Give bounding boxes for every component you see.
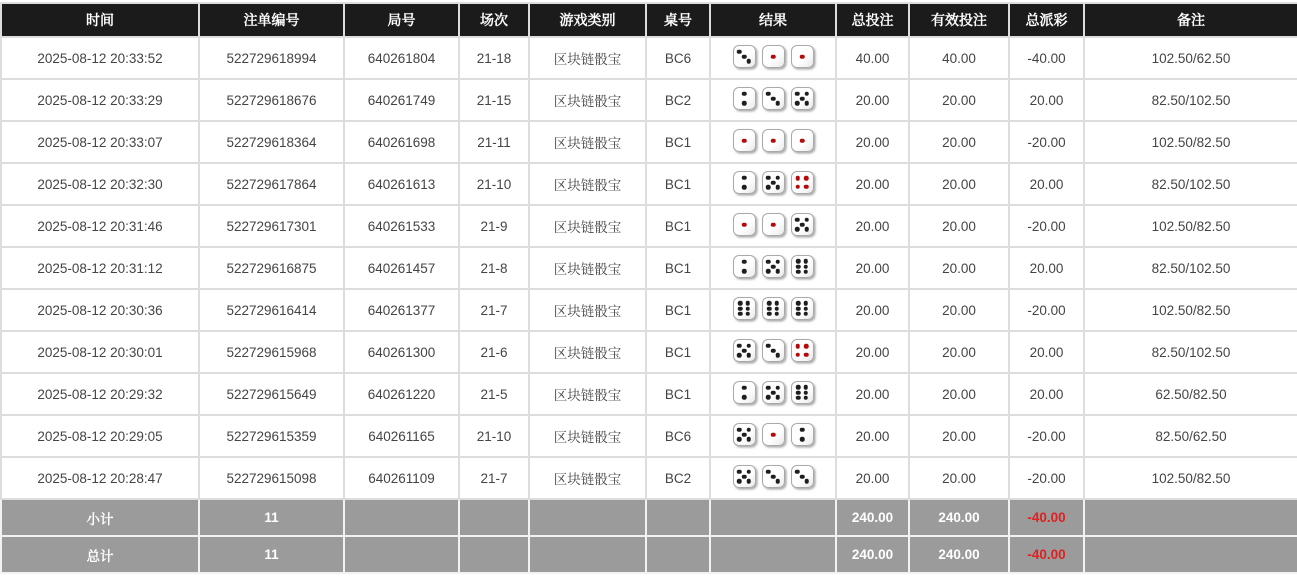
cell-table-no: BC1 <box>646 331 710 373</box>
die-2-icon <box>791 423 814 446</box>
cell-total-bet[interactable]: 20.00 <box>836 415 909 457</box>
die-4-icon <box>791 171 814 194</box>
cell-time: 2025-08-12 20:31:12 <box>1 247 199 289</box>
cell-game-type: 区块链骰宝 <box>529 121 646 163</box>
total-empty-result <box>710 536 836 573</box>
die-6-icon <box>791 381 814 404</box>
table-row <box>1 331 1297 373</box>
cell-valid-bet: 20.00 <box>909 331 1009 373</box>
bet-records-table <box>0 2 1297 574</box>
cell-total-bet[interactable]: 20.00 <box>836 79 909 121</box>
total-total-bet: 240.00 <box>836 536 909 573</box>
cell-game-type: 区块链骰宝 <box>529 331 646 373</box>
table-row <box>1 163 1297 205</box>
cell-remark: 102.50/82.50 <box>1084 289 1297 331</box>
total-row <box>1 536 1297 573</box>
cell-session: 21-9 <box>459 205 529 247</box>
die-1-icon <box>762 213 785 236</box>
die-6-icon <box>762 297 785 320</box>
die-1-icon <box>733 213 756 236</box>
die-2-icon <box>733 255 756 278</box>
col-header-bet_id: 注单编号 <box>199 3 344 37</box>
dice-result <box>733 87 814 110</box>
dice-result <box>733 297 814 320</box>
cell-time: 2025-08-12 20:33:52 <box>1 37 199 79</box>
col-header-game_type: 游戏类别 <box>529 3 646 37</box>
total-empty-game <box>529 536 646 573</box>
cell-table-no: BC6 <box>646 37 710 79</box>
cell-round-id: 640261165 <box>344 415 459 457</box>
cell-remark: 102.50/82.50 <box>1084 457 1297 499</box>
cell-table-no: BC2 <box>646 79 710 121</box>
cell-valid-bet: 20.00 <box>909 289 1009 331</box>
col-header-round_id: 局号 <box>344 3 459 37</box>
dice-result <box>733 423 814 446</box>
die-5-icon <box>762 255 785 278</box>
subtotal-payout: -40.00 <box>1009 499 1084 536</box>
cell-round-id: 640261613 <box>344 163 459 205</box>
col-header-payout: 总派彩 <box>1009 3 1084 37</box>
cell-game-type: 区块链骰宝 <box>529 457 646 499</box>
table-row <box>1 205 1297 247</box>
cell-total-bet[interactable]: 20.00 <box>836 373 909 415</box>
cell-game-type: 区块链骰宝 <box>529 37 646 79</box>
die-2-icon <box>733 381 756 404</box>
cell-valid-bet: 20.00 <box>909 205 1009 247</box>
dice-result <box>733 465 814 488</box>
cell-round-id: 640261533 <box>344 205 459 247</box>
cell-table-no: BC1 <box>646 205 710 247</box>
table-row <box>1 289 1297 331</box>
cell-valid-bet: 20.00 <box>909 457 1009 499</box>
dice-result <box>733 45 814 68</box>
cell-time: 2025-08-12 20:33:07 <box>1 121 199 163</box>
die-5-icon <box>791 213 814 236</box>
die-2-icon <box>733 171 756 194</box>
cell-remark: 102.50/62.50 <box>1084 37 1297 79</box>
die-3-icon <box>762 465 785 488</box>
cell-remark: 82.50/62.50 <box>1084 415 1297 457</box>
cell-time: 2025-08-12 20:30:36 <box>1 289 199 331</box>
cell-time: 2025-08-12 20:30:01 <box>1 331 199 373</box>
die-3-icon <box>762 339 785 362</box>
cell-remark: 82.50/102.50 <box>1084 163 1297 205</box>
col-header-session: 场次 <box>459 3 529 37</box>
cell-total-bet[interactable]: 20.00 <box>836 457 909 499</box>
cell-valid-bet: 20.00 <box>909 121 1009 163</box>
cell-session: 21-15 <box>459 79 529 121</box>
cell-total-bet[interactable]: 20.00 <box>836 247 909 289</box>
total-valid-bet: 240.00 <box>909 536 1009 573</box>
cell-time: 2025-08-12 20:32:30 <box>1 163 199 205</box>
total-empty-table <box>646 536 710 573</box>
die-3-icon <box>791 465 814 488</box>
cell-game-type: 区块链骰宝 <box>529 247 646 289</box>
cell-payout: 20.00 <box>1009 79 1084 121</box>
col-header-total_bet: 总投注 <box>836 3 909 37</box>
cell-bet-id: 522729618364 <box>199 121 344 163</box>
die-1-icon <box>791 45 814 68</box>
cell-remark: 62.50/82.50 <box>1084 373 1297 415</box>
dice-result <box>733 213 814 236</box>
summary-section <box>1 499 1297 573</box>
cell-time: 2025-08-12 20:31:46 <box>1 205 199 247</box>
cell-payout: -40.00 <box>1009 37 1084 79</box>
die-5-icon <box>733 423 756 446</box>
cell-valid-bet: 20.00 <box>909 373 1009 415</box>
subtotal-empty-session <box>459 499 529 536</box>
cell-table-no: BC1 <box>646 289 710 331</box>
cell-payout: 20.00 <box>1009 163 1084 205</box>
cell-valid-bet: 20.00 <box>909 79 1009 121</box>
cell-payout: -20.00 <box>1009 415 1084 457</box>
die-5-icon <box>762 171 785 194</box>
cell-total-bet[interactable]: 20.00 <box>836 331 909 373</box>
die-3-icon <box>762 87 785 110</box>
cell-time: 2025-08-12 20:29:32 <box>1 373 199 415</box>
cell-dice <box>710 121 836 163</box>
die-6-icon <box>733 297 756 320</box>
die-1-icon <box>791 129 814 152</box>
subtotal-empty-remark <box>1084 499 1297 536</box>
cell-game-type: 区块链骰宝 <box>529 79 646 121</box>
cell-table-no: BC1 <box>646 121 710 163</box>
cell-session: 21-6 <box>459 331 529 373</box>
cell-bet-id: 522729615968 <box>199 331 344 373</box>
col-header-table_no: 桌号 <box>646 3 710 37</box>
cell-remark: 82.50/102.50 <box>1084 79 1297 121</box>
cell-round-id: 640261109 <box>344 457 459 499</box>
cell-dice <box>710 457 836 499</box>
cell-payout: 20.00 <box>1009 331 1084 373</box>
cell-remark: 82.50/102.50 <box>1084 247 1297 289</box>
cell-round-id: 640261377 <box>344 289 459 331</box>
col-header-result: 结果 <box>710 3 836 37</box>
die-3-icon <box>733 45 756 68</box>
cell-bet-id: 522729615649 <box>199 373 344 415</box>
cell-bet-id: 522729615098 <box>199 457 344 499</box>
cell-valid-bet: 20.00 <box>909 247 1009 289</box>
cell-game-type: 区块链骰宝 <box>529 373 646 415</box>
cell-session: 21-7 <box>459 457 529 499</box>
die-5-icon <box>762 381 785 404</box>
cell-game-type: 区块链骰宝 <box>529 289 646 331</box>
total-payout: -40.00 <box>1009 536 1084 573</box>
cell-game-type: 区块链骰宝 <box>529 415 646 457</box>
cell-bet-id: 522729616414 <box>199 289 344 331</box>
subtotal-total-bet: 240.00 <box>836 499 909 536</box>
table-row <box>1 373 1297 415</box>
dice-result <box>733 339 814 362</box>
table-row <box>1 37 1297 79</box>
cell-round-id: 640261698 <box>344 121 459 163</box>
die-6-icon <box>791 255 814 278</box>
cell-bet-id: 522729617301 <box>199 205 344 247</box>
cell-remark: 102.50/82.50 <box>1084 205 1297 247</box>
cell-round-id: 640261804 <box>344 37 459 79</box>
cell-table-no: BC1 <box>646 163 710 205</box>
cell-dice <box>710 37 836 79</box>
dice-result <box>733 171 814 194</box>
total-empty-session <box>459 536 529 573</box>
cell-payout: -20.00 <box>1009 457 1084 499</box>
cell-table-no: BC1 <box>646 247 710 289</box>
cell-table-no: BC1 <box>646 373 710 415</box>
subtotal-label: 小计 <box>1 499 199 536</box>
die-5-icon <box>733 339 756 362</box>
die-1-icon <box>762 129 785 152</box>
cell-session: 21-18 <box>459 37 529 79</box>
cell-session: 21-10 <box>459 163 529 205</box>
cell-session: 21-8 <box>459 247 529 289</box>
col-header-remark: 备注 <box>1084 3 1297 37</box>
cell-session: 21-11 <box>459 121 529 163</box>
cell-game-type: 区块链骰宝 <box>529 163 646 205</box>
cell-bet-id: 522729617864 <box>199 163 344 205</box>
die-2-icon <box>733 87 756 110</box>
cell-session: 21-7 <box>459 289 529 331</box>
cell-remark: 102.50/82.50 <box>1084 121 1297 163</box>
cell-payout: -20.00 <box>1009 289 1084 331</box>
cell-time: 2025-08-12 20:33:29 <box>1 79 199 121</box>
total-empty-remark <box>1084 536 1297 573</box>
subtotal-row <box>1 499 1297 536</box>
cell-bet-id: 522729618994 <box>199 37 344 79</box>
table-row <box>1 415 1297 457</box>
cell-payout: -20.00 <box>1009 205 1084 247</box>
col-header-valid_bet: 有效投注 <box>909 3 1009 37</box>
cell-dice <box>710 373 836 415</box>
cell-table-no: BC2 <box>646 457 710 499</box>
cell-time: 2025-08-12 20:29:05 <box>1 415 199 457</box>
subtotal-empty-result <box>710 499 836 536</box>
cell-dice <box>710 79 836 121</box>
total-label: 总计 <box>1 536 199 573</box>
col-header-time: 时间 <box>1 3 199 37</box>
cell-dice <box>710 331 836 373</box>
cell-table-no: BC6 <box>646 415 710 457</box>
subtotal-empty-table <box>646 499 710 536</box>
cell-dice <box>710 163 836 205</box>
die-5-icon <box>733 465 756 488</box>
cell-time: 2025-08-12 20:28:47 <box>1 457 199 499</box>
table-row <box>1 457 1297 499</box>
total-empty-round <box>344 536 459 573</box>
cell-dice <box>710 205 836 247</box>
cell-round-id: 640261300 <box>344 331 459 373</box>
cell-payout: 20.00 <box>1009 373 1084 415</box>
cell-dice <box>710 289 836 331</box>
dice-result <box>733 129 814 152</box>
table-row <box>1 247 1297 289</box>
die-1-icon <box>733 129 756 152</box>
cell-payout: 20.00 <box>1009 247 1084 289</box>
cell-valid-bet: 20.00 <box>909 415 1009 457</box>
cell-dice <box>710 247 836 289</box>
cell-bet-id: 522729618676 <box>199 79 344 121</box>
cell-bet-id: 522729616875 <box>199 247 344 289</box>
cell-remark: 82.50/102.50 <box>1084 331 1297 373</box>
subtotal-count: 11 <box>199 499 344 536</box>
dice-result <box>733 381 814 404</box>
cell-payout: -20.00 <box>1009 121 1084 163</box>
cell-game-type: 区块链骰宝 <box>529 205 646 247</box>
subtotal-valid-bet: 240.00 <box>909 499 1009 536</box>
cell-total-bet[interactable]: 20.00 <box>836 121 909 163</box>
table-header-row <box>1 3 1297 37</box>
cell-total-bet[interactable]: 40.00 <box>836 37 909 79</box>
cell-dice <box>710 415 836 457</box>
dice-result <box>733 255 814 278</box>
cell-total-bet[interactable]: 20.00 <box>836 289 909 331</box>
cell-total-bet[interactable]: 20.00 <box>836 205 909 247</box>
die-6-icon <box>791 297 814 320</box>
cell-session: 21-10 <box>459 415 529 457</box>
table-row <box>1 121 1297 163</box>
die-4-icon <box>791 339 814 362</box>
cell-round-id: 640261749 <box>344 79 459 121</box>
total-count: 11 <box>199 536 344 573</box>
die-1-icon <box>762 45 785 68</box>
cell-round-id: 640261220 <box>344 373 459 415</box>
die-1-icon <box>762 423 785 446</box>
subtotal-empty-round <box>344 499 459 536</box>
cell-round-id: 640261457 <box>344 247 459 289</box>
die-5-icon <box>791 87 814 110</box>
subtotal-empty-game <box>529 499 646 536</box>
cell-valid-bet: 40.00 <box>909 37 1009 79</box>
cell-bet-id: 522729615359 <box>199 415 344 457</box>
cell-session: 21-5 <box>459 373 529 415</box>
cell-total-bet[interactable]: 20.00 <box>836 163 909 205</box>
cell-valid-bet: 20.00 <box>909 163 1009 205</box>
table-row <box>1 79 1297 121</box>
